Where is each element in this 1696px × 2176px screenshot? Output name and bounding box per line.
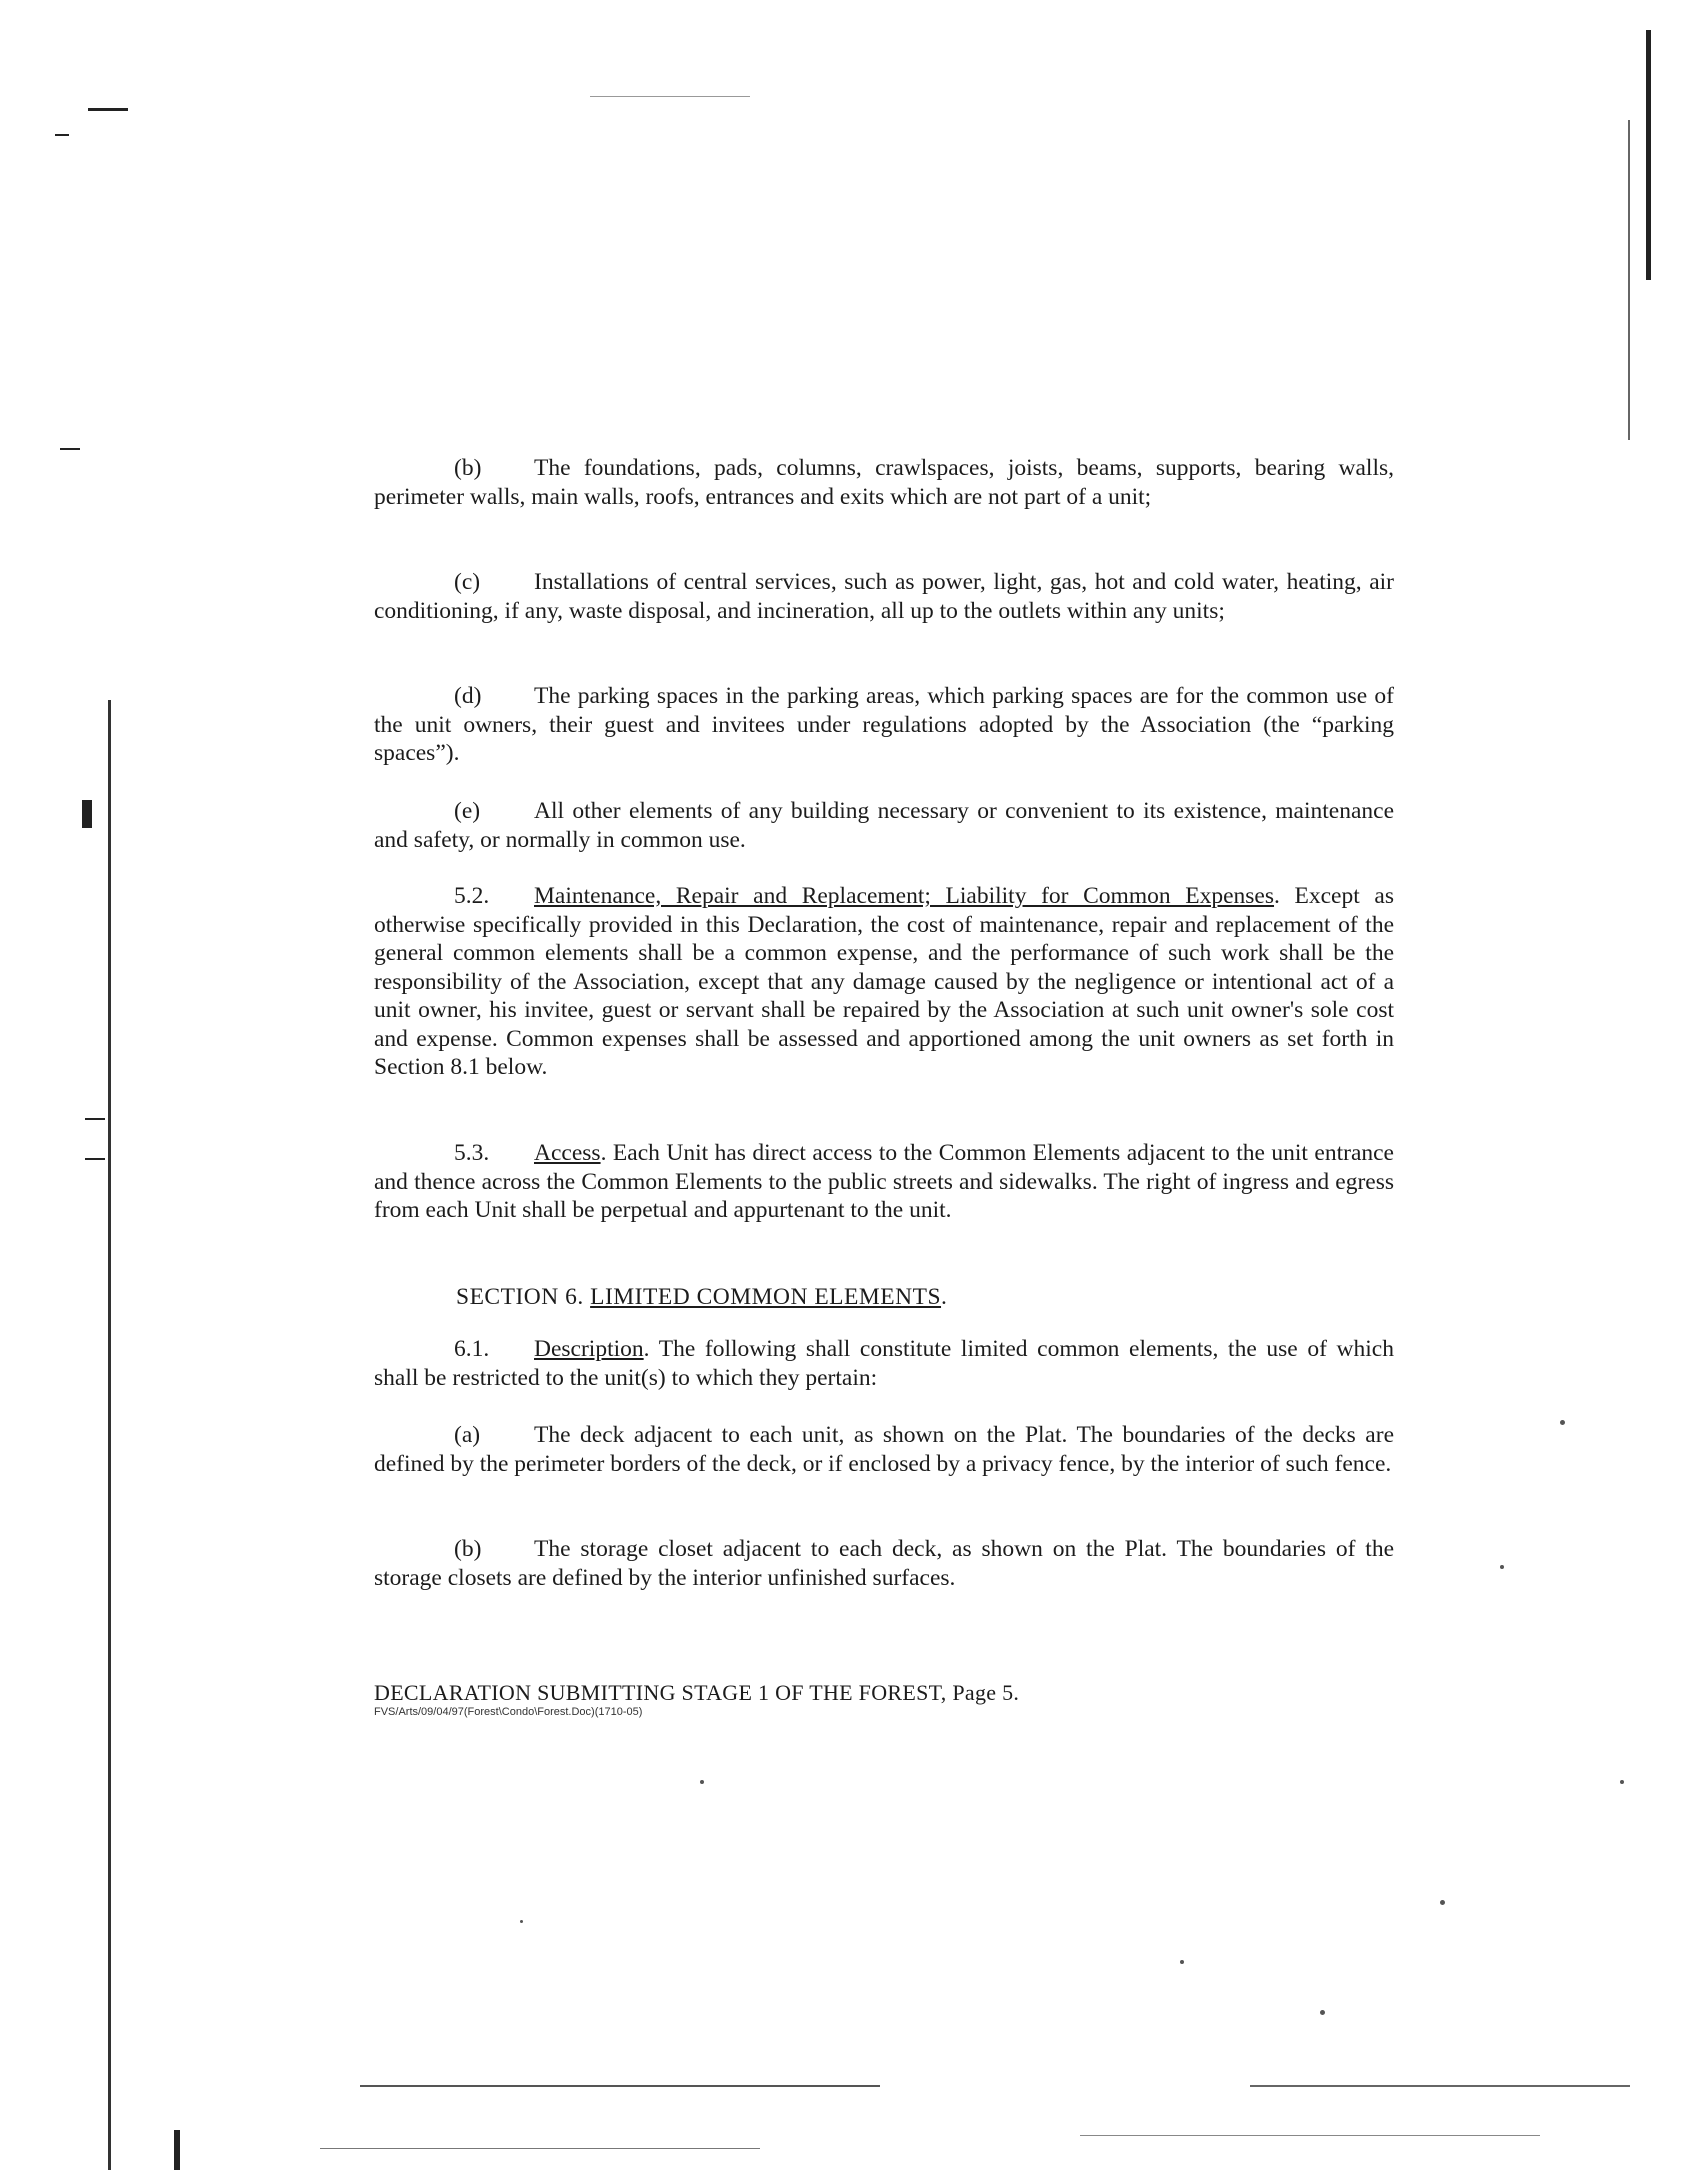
paragraph-text: The foundations, pads, columns, crawlspaces, joists, beams, supports, bearing walls, perimeter walls, main walls, roofs, entrances and exits which are not part of a unit; <box>374 455 1394 510</box>
paragraph-text: The deck adjacent to each unit, as shown on the Plat. The boundaries of the decks are defined by the perimeter borders of the deck, or if enclosed by a privacy fence, by the interior of such fence. <box>374 1422 1394 1477</box>
paragraph-text: Installations of central services, such as power, light, gas, hot and cold water, heating, air conditioning, if any, waste disposal, and incineration, all up to the outlets within any units; <box>374 569 1394 624</box>
right-edge-line <box>1628 120 1630 440</box>
section-6-title: LIMITED COMMON ELEMENTS <box>590 1284 942 1310</box>
scan-dot <box>1560 1420 1565 1425</box>
section-5-3 <box>374 1139 1394 1225</box>
scan-dot <box>1320 2010 1325 2015</box>
scan-mark <box>174 2130 180 2170</box>
paragraph-text: The parking spaces in the parking areas, which parking spaces are for the common use of the unit owners, their guest and invitees under regulations adopted by the Association (the “parking spaces”). <box>374 683 1394 766</box>
scan-dot <box>1440 1900 1445 1905</box>
scan-dot <box>700 1780 704 1784</box>
section-number: 5.2. <box>454 883 490 909</box>
scan-dot <box>1180 1960 1184 1964</box>
paragraph-label: (d) <box>454 683 482 709</box>
section-6-1 <box>374 1335 1394 1392</box>
scan-dot <box>1620 1780 1624 1784</box>
section-number: 5.3. <box>454 1140 490 1166</box>
scan-mark <box>360 2085 880 2087</box>
scan-mark <box>85 1158 105 1160</box>
scan-mark <box>85 1118 105 1120</box>
scan-mark <box>320 2148 760 2149</box>
scan-mark <box>590 96 750 97</box>
section-5-2 <box>374 882 1394 1082</box>
section-text: . Each Unit has direct access to the Common Elements adjacent to the unit entrance and thence across the Common Elements to the public streets and sidewalks. The right of ingress and egress from each Unit shall be perpetual and appurtenant to the unit. <box>374 1140 1394 1223</box>
section-heading: Maintenance, Repair and Replacement; Liability for Common Expenses <box>534 883 1275 909</box>
paragraph-c <box>374 568 1394 625</box>
section-text: . Except as otherwise specifically provided in this Declaration, the cost of maintenance, repair and replacement of the general common elements shall be a common expense, and the performance of such work shall be the responsibility of the Association, except that any damage caused by the negligence or intentional act of a unit owner, his invitee, guest or servant shall be repaired by the Association at such unit owner's sole cost and expense. Common expenses shall be assessed and apportioned among the unit owners as set forth in Section 8.1 below. <box>374 883 1394 1080</box>
section-6-heading <box>456 1284 947 1311</box>
footer-file-code: FVS/Arts/09/04/97(Forest\Condo\Forest.Doc)(1710-05) <box>374 1706 643 1718</box>
paragraph-label: (e) <box>454 798 481 824</box>
scan-dot <box>520 1920 523 1923</box>
scan-mark <box>82 800 92 828</box>
paragraph-d <box>374 682 1394 768</box>
section-6-suffix: . <box>941 1284 948 1310</box>
scan-mark <box>88 108 128 111</box>
paragraph-a-limited <box>374 1421 1394 1478</box>
section-heading: Access <box>534 1140 601 1166</box>
footer-title: DECLARATION SUBMITTING STAGE 1 OF THE FOREST, Page 5. <box>374 1680 1020 1705</box>
paragraph-text: All other elements of any building necessary or convenient to its existence, maintenance and safety, or normally in common use. <box>374 798 1394 853</box>
paragraph-text: The storage closet adjacent to each deck, as shown on the Plat. The boundaries of the storage closets are defined by the interior unfinished surfaces. <box>374 1536 1394 1591</box>
scan-mark <box>55 134 69 136</box>
scan-mark <box>60 448 80 450</box>
scan-mark <box>1250 2085 1630 2087</box>
right-edge-line <box>1646 30 1651 280</box>
section-heading: Description <box>534 1336 644 1362</box>
section-text: . The following shall constitute limited common elements, the use of which shall be restricted to the unit(s) to which they pertain: <box>374 1336 1394 1391</box>
section-6-prefix: SECTION 6. <box>456 1284 584 1310</box>
scan-dot <box>1500 1565 1504 1569</box>
paragraph-e <box>374 797 1394 854</box>
left-edge-line <box>108 700 111 2170</box>
paragraph-label: (c) <box>454 569 481 595</box>
scan-mark <box>1080 2135 1540 2136</box>
paragraph-label: (b) <box>454 1536 482 1562</box>
paragraph-b-common <box>374 454 1394 511</box>
paragraph-label: (b) <box>454 455 482 481</box>
paragraph-b-limited <box>374 1535 1394 1592</box>
paragraph-label: (a) <box>454 1422 481 1448</box>
section-number: 6.1. <box>454 1336 490 1362</box>
